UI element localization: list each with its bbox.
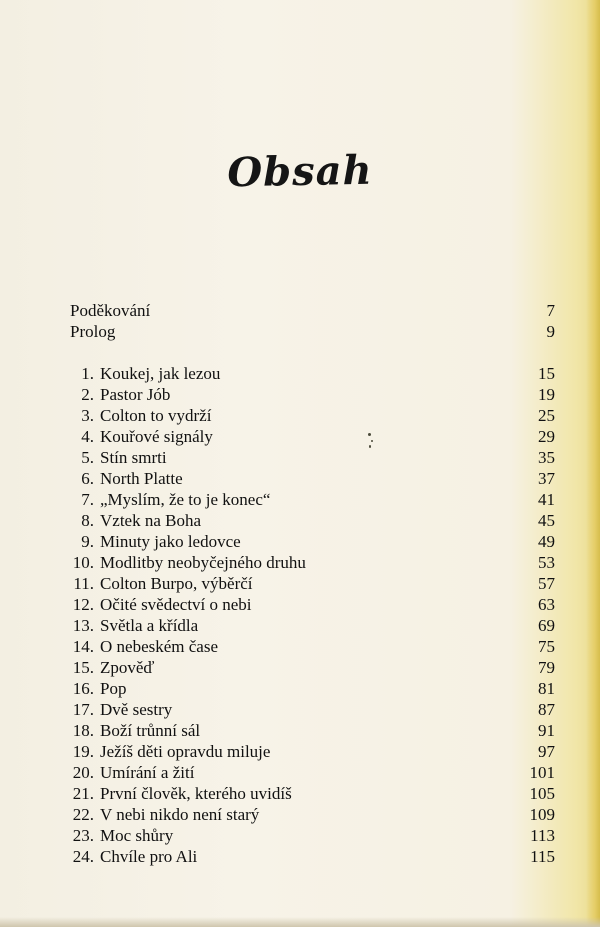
toc-entry-number: 1. — [81, 364, 94, 383]
toc-entry-title: Chvíle pro Ali — [100, 847, 198, 866]
toc-entry-title: Pop — [100, 679, 127, 698]
toc-entry-page: 101 — [529, 763, 555, 782]
toc-entry-title: Umírání a žití — [100, 763, 195, 782]
toc-entry-title: V nebi nikdo není starý — [100, 805, 260, 824]
toc-entry — [70, 783, 555, 804]
toc-entry-page: 87 — [538, 700, 555, 719]
toc-entry-number: 8. — [81, 511, 94, 530]
toc-entry-page: 9 — [546, 322, 555, 341]
toc-entry-title: Vztek na Boha — [100, 511, 202, 530]
toc-entry-page: 49 — [538, 532, 555, 551]
toc-entry-page: 35 — [538, 448, 555, 467]
toc-entry-number: 24. — [72, 847, 94, 866]
toc-entry-number: 3. — [81, 406, 94, 425]
toc-entry — [70, 720, 555, 741]
toc-entry-page: 15 — [538, 364, 555, 383]
toc-entry-number: 4. — [81, 427, 94, 446]
toc-entry — [70, 384, 555, 405]
toc-entry-number: 15. — [72, 658, 94, 677]
toc-entry-title: Dvě sestry — [100, 700, 173, 719]
toc-entry-title: Colton to vydrží — [100, 406, 212, 425]
page-edge-yellowed — [586, 0, 600, 927]
toc-entry — [70, 468, 555, 489]
toc-entry-page: 97 — [538, 742, 555, 761]
page-title: Obsah — [226, 146, 374, 197]
toc-entry — [70, 741, 555, 762]
toc-entry-page: 45 — [538, 511, 555, 530]
toc-entry — [70, 762, 555, 783]
toc-entry-title: Boží trůnní sál — [100, 721, 201, 740]
toc-entry-number: 17. — [72, 700, 94, 719]
toc-entry-number: 9. — [81, 532, 94, 551]
toc-entry — [70, 405, 555, 426]
toc-entry-title: North Platte — [100, 469, 183, 488]
toc-entry-title: Modlitby neobyčejného druhu — [100, 553, 306, 572]
toc-entry-number: 6. — [81, 469, 94, 488]
toc-entry-page: 7 — [546, 301, 555, 320]
toc-entry — [70, 657, 555, 678]
toc-entry — [70, 699, 555, 720]
toc-entry-number: 23. — [72, 826, 94, 845]
chapter-list — [70, 363, 555, 867]
toc-entry-title: Očité svědectví o nebi — [100, 595, 252, 614]
toc-entry-title: Moc shůry — [100, 826, 174, 845]
toc-entry-number: 7. — [81, 490, 94, 509]
toc-entry — [70, 573, 555, 594]
toc-entry-title: Stín smrti — [100, 448, 167, 467]
toc-entry-title: Ježíš děti opravdu miluje — [100, 742, 271, 761]
toc-entry-number: 12. — [72, 595, 94, 614]
toc-entry-number: 13. — [72, 616, 94, 635]
toc-entry-title: Zpověď — [100, 658, 155, 677]
toc-entry — [70, 321, 555, 342]
toc-entry-page: 75 — [538, 637, 555, 656]
toc-entry-page: 53 — [538, 553, 555, 572]
toc-entry-title: Prolog — [70, 322, 116, 341]
toc-entry — [70, 825, 555, 846]
toc-entry-number: 21. — [72, 784, 94, 803]
toc-entry-number: 10. — [72, 553, 94, 572]
toc-entry-number: 18. — [72, 721, 94, 740]
toc-entry-page: 109 — [529, 805, 555, 824]
toc-entry-number: 5. — [81, 448, 94, 467]
paper-speck — [369, 445, 371, 448]
toc-entry — [70, 804, 555, 825]
toc-entry-page: 105 — [529, 784, 555, 803]
toc-entry-number: 20. — [72, 763, 94, 782]
toc-entry — [70, 594, 555, 615]
toc-entry-page: 25 — [538, 406, 555, 425]
toc-entry-title: Kouřové signály — [100, 427, 213, 446]
toc-entry-number: 16. — [72, 679, 94, 698]
toc-entry-page: 57 — [538, 574, 555, 593]
toc-entry — [70, 678, 555, 699]
toc-entry — [70, 426, 555, 447]
toc-entry-page: 91 — [538, 721, 555, 740]
toc-entry — [70, 510, 555, 531]
paper-speck — [371, 440, 373, 442]
toc-entry-page: 41 — [538, 490, 555, 509]
toc-entry — [70, 846, 555, 867]
paper-speck — [368, 433, 371, 436]
toc-entry-title: „Myslím, že to je konec“ — [100, 490, 271, 509]
toc-entry-title: O nebeském čase — [100, 637, 219, 656]
table-of-contents — [70, 300, 555, 867]
toc-entry — [70, 363, 555, 384]
toc-entry-title: Poděkování — [70, 301, 151, 320]
toc-entry-number: 19. — [72, 742, 94, 761]
toc-entry-number: 14. — [72, 637, 94, 656]
toc-entry-page: 81 — [538, 679, 555, 698]
toc-entry-title: Koukej, jak lezou — [100, 364, 221, 383]
toc-entry-title: Světla a křídla — [100, 616, 199, 635]
front-matter-list — [70, 300, 555, 342]
toc-entry — [70, 447, 555, 468]
toc-entry-page: 113 — [530, 826, 555, 845]
toc-entry-number: 11. — [73, 574, 94, 593]
toc-entry-page: 37 — [538, 469, 555, 488]
toc-entry-title: Pastor Jób — [100, 385, 171, 404]
toc-entry-page: 79 — [538, 658, 555, 677]
toc-entry-title: Colton Burpo, výběrčí — [100, 574, 253, 593]
toc-entry — [70, 552, 555, 573]
toc-entry-page: 19 — [538, 385, 555, 404]
toc-entry-title: Minuty jako ledovce — [100, 532, 241, 551]
toc-entry — [70, 489, 555, 510]
toc-entry-number: 2. — [81, 385, 94, 404]
toc-entry-page: 29 — [538, 427, 555, 446]
toc-entry-page: 63 — [538, 595, 555, 614]
toc-entry — [70, 300, 555, 321]
toc-entry-number: 22. — [72, 805, 94, 824]
toc-entry — [70, 615, 555, 636]
page-edge-shadow — [0, 917, 600, 927]
toc-entry-title: První člověk, kterého uvidíš — [100, 784, 292, 803]
toc-entry — [70, 531, 555, 552]
toc-entry-page: 69 — [538, 616, 555, 635]
toc-entry-page: 115 — [530, 847, 555, 866]
toc-entry — [70, 636, 555, 657]
section-gap — [70, 342, 555, 363]
